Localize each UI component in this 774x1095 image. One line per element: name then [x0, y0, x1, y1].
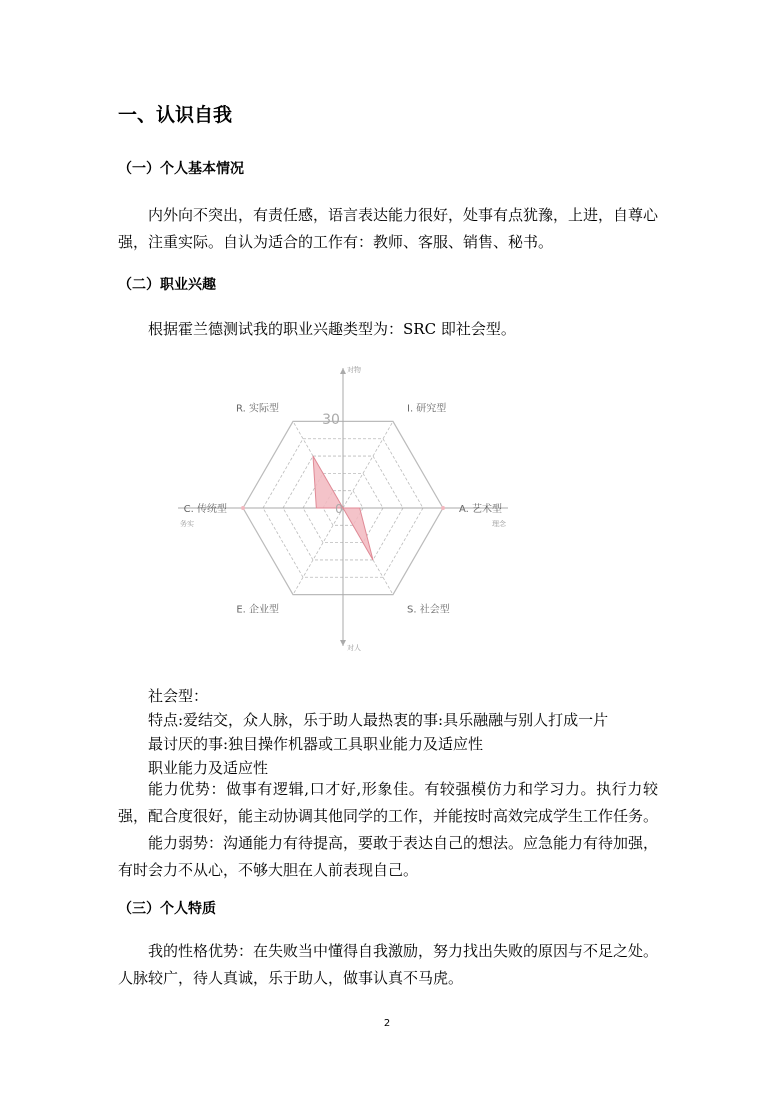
tick-label-max: 30 [322, 412, 340, 428]
bottom-arrow [340, 640, 346, 646]
dislikes-line: 最讨厌的事:独目操作机器或工具职业能力及适应性 [148, 735, 484, 753]
radar-axis-label-3: S. 社会型 [407, 604, 450, 616]
direction-label-bottom: 对人 [347, 644, 361, 652]
radar-spoke-1 [343, 421, 393, 508]
ability-heading-line: 职业能力及适应性 [148, 759, 269, 777]
direction-label-left: 务实 [180, 520, 194, 528]
radar-axis-label-4: E. 企业型 [236, 604, 279, 616]
personal-traits-paragraph: 我的性格优势：在失败当中懂得自我激励，努力找出失败的原因与不足之处。人脉较广，待人真诚，乐于助人，做事认真不马虎。 [118, 942, 659, 987]
section-career-interest-title: （二）职业兴趣 [118, 277, 216, 293]
ability-weakness-paragraph: 能力弱势：沟通能力有待提高，要敢于表达自己的想法。应急能力有待加强，有时会力不从心，不够大胆在人前表现自己。 [118, 834, 659, 879]
direction-label-right: 理念 [492, 520, 506, 528]
radar-axis-label-5: C. 传统型 [183, 504, 227, 515]
ability-advantage-paragraph: 能力优势：做事有逻辑,口才好,形象佳。有较强模仿力和学习力。执行力较强，配合度很好，能主动协调其他同学的工作，并能按时高效完成学生工作任务。 [118, 780, 659, 825]
page-number: 2 [383, 1018, 391, 1029]
section-basic-info-title: （一）个人基本情况 [118, 161, 244, 177]
direction-label-top: 对物 [347, 366, 361, 374]
holland-radar-chart [170, 360, 520, 655]
tick-label-zero: 0 [335, 502, 343, 516]
radar-axis-label-2: A. 艺术型 [459, 504, 503, 515]
axis-dot-0 [441, 506, 445, 510]
top-arrow [340, 368, 346, 374]
career-interest-paragraph: 根据霍兰德测试我的职业兴趣类型为：SRC 即社会型。 [148, 320, 516, 338]
radar-axis-label-1: I. 研究型 [407, 403, 447, 415]
radar-axis-label-0: R. 实际型 [236, 403, 279, 415]
axis-dot-1 [241, 506, 245, 510]
social-type-label: 社会型： [148, 687, 209, 705]
radar-spoke-4 [293, 508, 343, 595]
basic-info-paragraph: 内外向不突出，有责任感，语言表达能力很好，处事有点犹豫，上进，自尊心强，注重实际。自认为适合的工作有：教师、客服、销售、秘书。 [118, 206, 659, 251]
heading-self-awareness: 一、认识自我 [118, 104, 233, 126]
section-personal-traits-title: （三）个人特质 [118, 901, 216, 917]
traits-line: 特点:爱结交，众人脉，乐于助人最热衷的事:具乐融融与别人打成一片 [148, 711, 609, 729]
